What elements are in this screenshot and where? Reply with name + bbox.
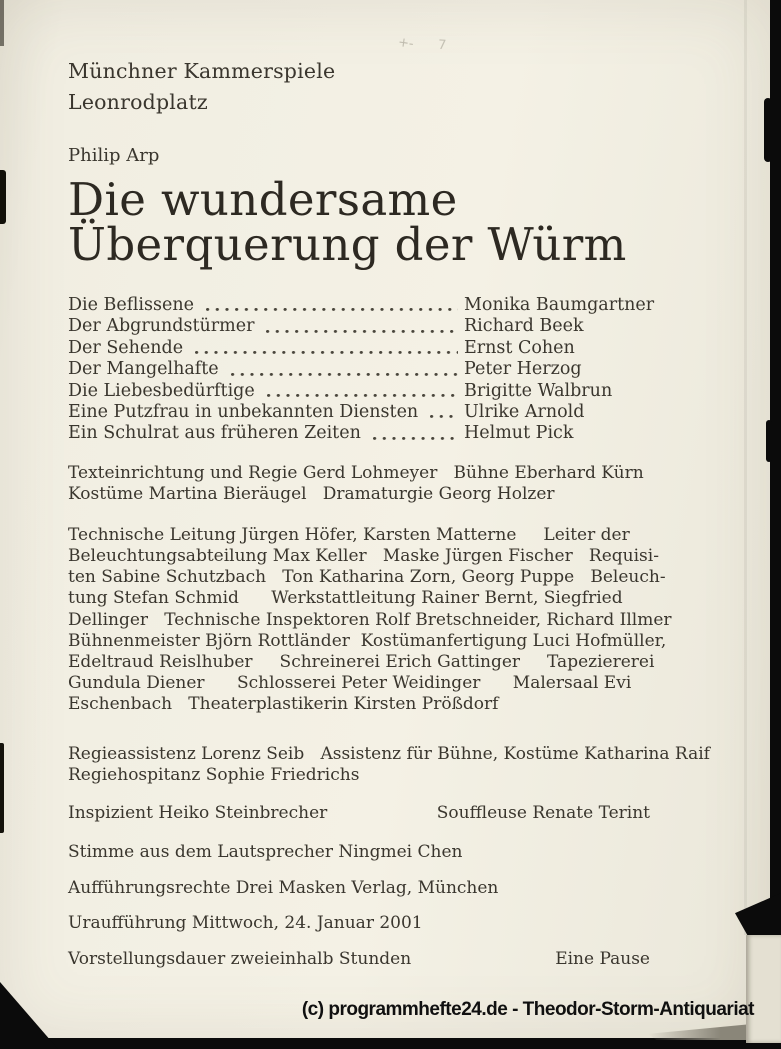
dotted-leader: [263, 381, 458, 402]
staging-credits-line: Kostüme Martina Bieräugel Dramaturgie Georg Holzer: [68, 483, 555, 504]
dotted-leader: [426, 402, 458, 423]
assistant-credits-line: Regiehospitanz Sophie Friedrichs: [68, 764, 360, 785]
binding-mark: [0, 170, 6, 224]
dotted-leader: [202, 295, 458, 316]
technical-credits-line: Bühnenmeister Björn Rottländer Kostümanfertigung Luci Hofmüller,: [68, 630, 667, 651]
dotted-leader: [262, 316, 458, 337]
assistant-credits: [68, 743, 710, 786]
cast-role: Der Sehende: [68, 337, 184, 358]
technical-credits: [68, 525, 672, 715]
rights-credit: Aufführungsrechte Drei Masken Verlag, München: [68, 877, 499, 898]
page-crease: [744, 0, 747, 935]
cast-role: Ein Schulrat aus früheren Zeiten: [68, 423, 361, 444]
play-title-line2: Überquerung der Würm: [68, 218, 627, 271]
cast-actor: Monika Baumgartner: [464, 295, 655, 315]
staging-credits-line: Texteinrichtung und Regie Gerd Lohmeyer Bühne Eberhard Kürn: [68, 462, 644, 483]
cast-role: Die Beflissene: [68, 295, 194, 315]
technical-credits-line: Technische Leitung Jürgen Höfer, Karsten Matterne Leiter der: [68, 525, 630, 546]
dotted-leader: [227, 359, 458, 380]
edge-blotch: [764, 98, 772, 162]
watermark-text: (c) programmhefte24.de - Theodor-Storm-Antiquariat: [301, 999, 754, 1020]
technical-credits-line: Gundula Diener Schlosserei Peter Weidinger Malersaal Evi: [68, 673, 632, 694]
cast-row: [68, 295, 655, 316]
cast-actor: Richard Beek: [464, 316, 584, 337]
cast-row: [68, 381, 650, 402]
play-title-line1: Die wundersame: [68, 173, 458, 226]
pencil-mark: 7: [437, 37, 447, 54]
cast-role: Eine Putzfrau in unbekannten Diensten: [68, 401, 419, 422]
premiere-date: Uraufführung Mittwoch, 24. Januar 2001: [68, 913, 423, 934]
binding-mark: [0, 743, 4, 833]
dotted-leader: [369, 423, 458, 444]
cast-actor: Helmut Pick: [464, 423, 574, 444]
binding-mark: [0, 0, 4, 46]
stage-management-row: [68, 803, 650, 825]
pause-note: Eine Pause: [555, 948, 650, 969]
cast-row: [68, 359, 650, 380]
assistant-credits-line: Regieassistenz Lorenz Seib Assistenz für Bühne, Kostüme Katharina Raif: [68, 743, 710, 764]
technical-credits-line: ten Sabine Schutzbach Ton Katharina Zorn, Georg Puppe Beleuch-: [68, 567, 666, 588]
cast-role: Die Liebesbedürftige: [68, 380, 255, 401]
staging-credits: [68, 463, 650, 505]
stage-manager: Inspizient Heiko Steinbrecher: [68, 802, 328, 823]
cast-actor: Ulrike Arnold: [464, 401, 585, 422]
cast-row: [68, 423, 650, 444]
cast-actor: Brigitte Walbrun: [464, 380, 613, 401]
prompter: Souffleuse Renate Terint: [436, 802, 650, 823]
duration-row: [68, 949, 650, 971]
voice-credit: Stimme aus dem Lautsprecher Ningmei Chen: [68, 842, 463, 863]
technical-credits-line: Beleuchtungsabteilung Max Keller Maske Jürgen Fischer Requisi-: [68, 545, 659, 566]
cast-row: [68, 338, 650, 359]
duration-note: Vorstellungsdauer zweieinhalb Stunden: [68, 948, 412, 969]
technical-credits-line: Eschenbach Theaterplastikerin Kirsten Prößdorf: [68, 694, 499, 715]
edge-blotch: [766, 420, 772, 462]
cast-role: Der Abgrundstürmer: [68, 316, 255, 337]
venue-name: Leonrodplatz: [68, 90, 208, 114]
cast-role: Der Mangelhafte: [68, 359, 219, 380]
technical-credits-line: Dellinger Technische Inspektoren Rolf Bretschneider, Richard Illmer: [68, 609, 672, 630]
cast-row: [68, 402, 650, 423]
cast-list: [68, 295, 655, 445]
pencil-mark: +-: [397, 34, 415, 53]
cast-row: [68, 316, 650, 337]
technical-credits-line: Edeltraud Reislhuber Schreinerei Erich Gattinger Tapeziererei: [68, 651, 655, 672]
dotted-leader: [191, 338, 458, 359]
play-title: [68, 173, 650, 271]
cast-actor: Ernst Cohen: [464, 337, 575, 358]
author-name: Philip Arp: [68, 145, 160, 166]
theater-name: Münchner Kammerspiele: [68, 59, 336, 83]
underlying-page-edge: [746, 935, 781, 1043]
cast-actor: Peter Herzog: [464, 359, 582, 380]
technical-credits-line: tung Stefan Schmid Werkstattleitung Rainer Bernt, Siegfried: [68, 588, 623, 609]
